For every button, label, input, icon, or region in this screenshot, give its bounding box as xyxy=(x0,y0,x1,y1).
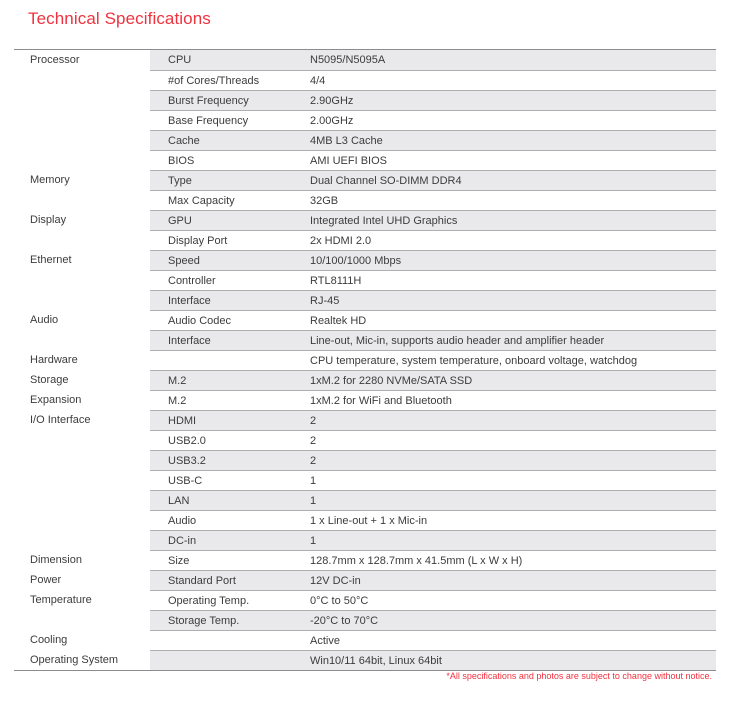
value-cell: 2 xyxy=(310,454,317,467)
table-row xyxy=(14,430,716,450)
row-band xyxy=(150,250,716,270)
value-cell: RJ-45 xyxy=(310,294,340,307)
category-cell xyxy=(14,450,150,470)
value-cell: Active xyxy=(310,634,340,647)
value-cell: 2 xyxy=(310,434,317,447)
category-cell xyxy=(14,230,150,250)
row-band xyxy=(150,610,716,630)
value-cell: 1 x Line-out + 1 x Mic-in xyxy=(310,514,428,527)
category-cell xyxy=(14,190,150,210)
table-row xyxy=(14,150,716,170)
value-cell: 0°C to 50°C xyxy=(310,594,369,607)
attribute-cell xyxy=(150,351,310,370)
category-cell xyxy=(14,610,150,630)
row-band xyxy=(150,630,716,650)
table-row xyxy=(14,350,716,370)
row-band xyxy=(150,370,716,390)
attribute-cell: Base Frequency xyxy=(168,114,249,127)
category-cell xyxy=(14,530,150,550)
value-cell: 2 xyxy=(310,414,317,427)
value-cell: Realtek HD xyxy=(310,314,367,327)
row-band xyxy=(150,90,716,110)
attribute-cell: Display Port xyxy=(168,234,228,247)
row-band xyxy=(150,170,716,190)
category-cell xyxy=(14,470,150,490)
category-cell: Memory xyxy=(30,174,70,186)
row-band xyxy=(150,50,716,70)
value-cell: N5095/N5095A xyxy=(310,54,386,66)
value-cell: -20°C to 70°C xyxy=(310,614,379,627)
table-row xyxy=(14,270,716,290)
category-cell: Hardware xyxy=(30,354,78,366)
row-band xyxy=(150,290,716,310)
value-cell: 1xM.2 for WiFi and Bluetooth xyxy=(310,394,452,407)
attribute-cell: Interface xyxy=(168,294,211,307)
category-cell: Ethernet xyxy=(30,254,72,266)
row-band xyxy=(150,350,716,370)
table-row xyxy=(14,450,716,470)
table-row xyxy=(14,470,716,490)
table-row xyxy=(14,110,716,130)
row-band xyxy=(150,530,716,550)
value-cell: 1 xyxy=(310,494,317,507)
table-row xyxy=(14,650,716,670)
category-cell xyxy=(14,90,150,110)
table-row xyxy=(14,290,716,310)
value-cell: Integrated Intel UHD Graphics xyxy=(310,214,458,227)
page-title: Technical Specifications xyxy=(28,9,211,28)
category-cell xyxy=(14,430,150,450)
row-band xyxy=(150,230,716,250)
row-band xyxy=(150,470,716,490)
attribute-cell: Type xyxy=(168,174,192,187)
value-cell: 2x HDMI 2.0 xyxy=(310,234,372,247)
row-band xyxy=(150,150,716,170)
category-cell: Expansion xyxy=(30,394,82,406)
table-row xyxy=(14,630,716,650)
category-cell: Audio xyxy=(30,314,59,326)
category-cell: Power xyxy=(30,574,62,586)
value-cell: 2.00GHz xyxy=(310,114,354,127)
value-cell: RTL8111H xyxy=(310,274,362,287)
table-row xyxy=(14,330,716,350)
category-cell: I/O Interface xyxy=(30,414,91,426)
table-row xyxy=(14,510,716,530)
table-row xyxy=(14,530,716,550)
attribute-cell: USB3.2 xyxy=(168,454,206,467)
attribute-cell: #of Cores/Threads xyxy=(168,74,260,87)
category-cell xyxy=(14,110,150,130)
table-row xyxy=(14,170,716,190)
attribute-cell: Controller xyxy=(168,274,216,287)
attribute-cell xyxy=(150,651,310,670)
value-cell: 128.7mm x 128.7mm x 41.5mm (L x W x H) xyxy=(310,554,523,567)
table-row xyxy=(14,190,716,210)
attribute-cell: Cache xyxy=(168,134,200,147)
value-cell: Win10/11 64bit, Linux 64bit xyxy=(310,654,442,667)
value-cell: 12V DC-in xyxy=(310,574,361,587)
category-cell xyxy=(14,510,150,530)
category-cell xyxy=(14,270,150,290)
category-cell xyxy=(14,150,150,170)
attribute-cell: USB-C xyxy=(168,474,203,487)
attribute-cell: GPU xyxy=(168,214,192,227)
value-cell: 1xM.2 for 2280 NVMe/SATA SSD xyxy=(310,374,473,387)
category-cell xyxy=(14,330,150,350)
table-row xyxy=(14,310,716,330)
attribute-cell: M.2 xyxy=(168,394,187,407)
table-row xyxy=(14,570,716,590)
value-cell: 4MB L3 Cache xyxy=(310,134,383,147)
row-band xyxy=(150,110,716,130)
category-cell: Cooling xyxy=(30,634,68,646)
table-row xyxy=(14,590,716,610)
row-band xyxy=(150,450,716,470)
table-row xyxy=(14,370,716,390)
attribute-cell: Audio Codec xyxy=(168,314,231,327)
value-cell: Line-out, Mic-in, supports audio header and amplifier header xyxy=(310,334,605,347)
attribute-cell: Burst Frequency xyxy=(168,94,249,107)
attribute-cell: CPU xyxy=(168,54,192,66)
value-cell: 32GB xyxy=(310,194,339,207)
row-band xyxy=(150,390,716,410)
row-band xyxy=(150,310,716,330)
value-cell: 10/100/1000 Mbps xyxy=(310,254,402,267)
row-band xyxy=(150,210,716,230)
table-row xyxy=(14,230,716,250)
row-band xyxy=(150,430,716,450)
attribute-cell: M.2 xyxy=(168,374,187,387)
table-row xyxy=(14,130,716,150)
value-cell: AMI UEFI BIOS xyxy=(310,154,388,167)
table-row xyxy=(14,410,716,430)
value-cell: 1 xyxy=(310,534,317,547)
value-cell: 2.90GHz xyxy=(310,94,354,107)
row-band xyxy=(150,490,716,510)
row-band xyxy=(150,190,716,210)
disclaimer-footnote: *All specifications and photos are subject to change without notice. xyxy=(446,671,712,681)
category-cell: Display xyxy=(30,214,67,226)
value-cell: 4/4 xyxy=(310,74,326,87)
row-band xyxy=(150,410,716,430)
attribute-cell: Audio xyxy=(168,514,197,527)
category-cell xyxy=(14,130,150,150)
category-cell xyxy=(14,70,150,90)
row-band xyxy=(150,650,716,670)
spec-table xyxy=(14,49,716,671)
attribute-cell: Speed xyxy=(168,254,200,267)
attribute-cell: Interface xyxy=(168,334,211,347)
table-row xyxy=(14,50,716,70)
table-row xyxy=(14,70,716,90)
table-row xyxy=(14,490,716,510)
row-band xyxy=(150,130,716,150)
row-band xyxy=(150,330,716,350)
category-cell xyxy=(14,490,150,510)
attribute-cell xyxy=(150,631,310,650)
table-row xyxy=(14,610,716,630)
attribute-cell: HDMI xyxy=(168,414,197,427)
category-cell: Operating System xyxy=(30,654,119,666)
value-cell: CPU temperature, system temperature, onboard voltage, watchdog xyxy=(310,354,638,367)
table-row xyxy=(14,390,716,410)
row-band xyxy=(150,550,716,570)
category-cell: Processor xyxy=(30,54,80,66)
attribute-cell: LAN xyxy=(168,494,190,507)
row-band xyxy=(150,570,716,590)
attribute-cell: Standard Port xyxy=(168,574,236,587)
row-band xyxy=(150,70,716,90)
row-band xyxy=(150,510,716,530)
attribute-cell: DC-in xyxy=(168,534,197,547)
table-row xyxy=(14,550,716,570)
attribute-cell: Operating Temp. xyxy=(168,594,250,607)
category-cell: Storage xyxy=(30,374,69,386)
row-band xyxy=(150,590,716,610)
table-row xyxy=(14,90,716,110)
category-cell: Temperature xyxy=(30,594,92,606)
attribute-cell: USB2.0 xyxy=(168,434,206,447)
attribute-cell: Size xyxy=(168,554,190,567)
attribute-cell: BIOS xyxy=(168,154,195,167)
category-cell xyxy=(14,290,150,310)
row-band xyxy=(150,270,716,290)
category-cell: Dimension xyxy=(30,554,82,566)
value-cell: Dual Channel SO-DIMM DDR4 xyxy=(310,174,462,187)
table-row xyxy=(14,210,716,230)
attribute-cell: Storage Temp. xyxy=(168,614,240,627)
value-cell: 1 xyxy=(310,474,317,487)
attribute-cell: Max Capacity xyxy=(168,194,235,207)
table-row xyxy=(14,250,716,270)
